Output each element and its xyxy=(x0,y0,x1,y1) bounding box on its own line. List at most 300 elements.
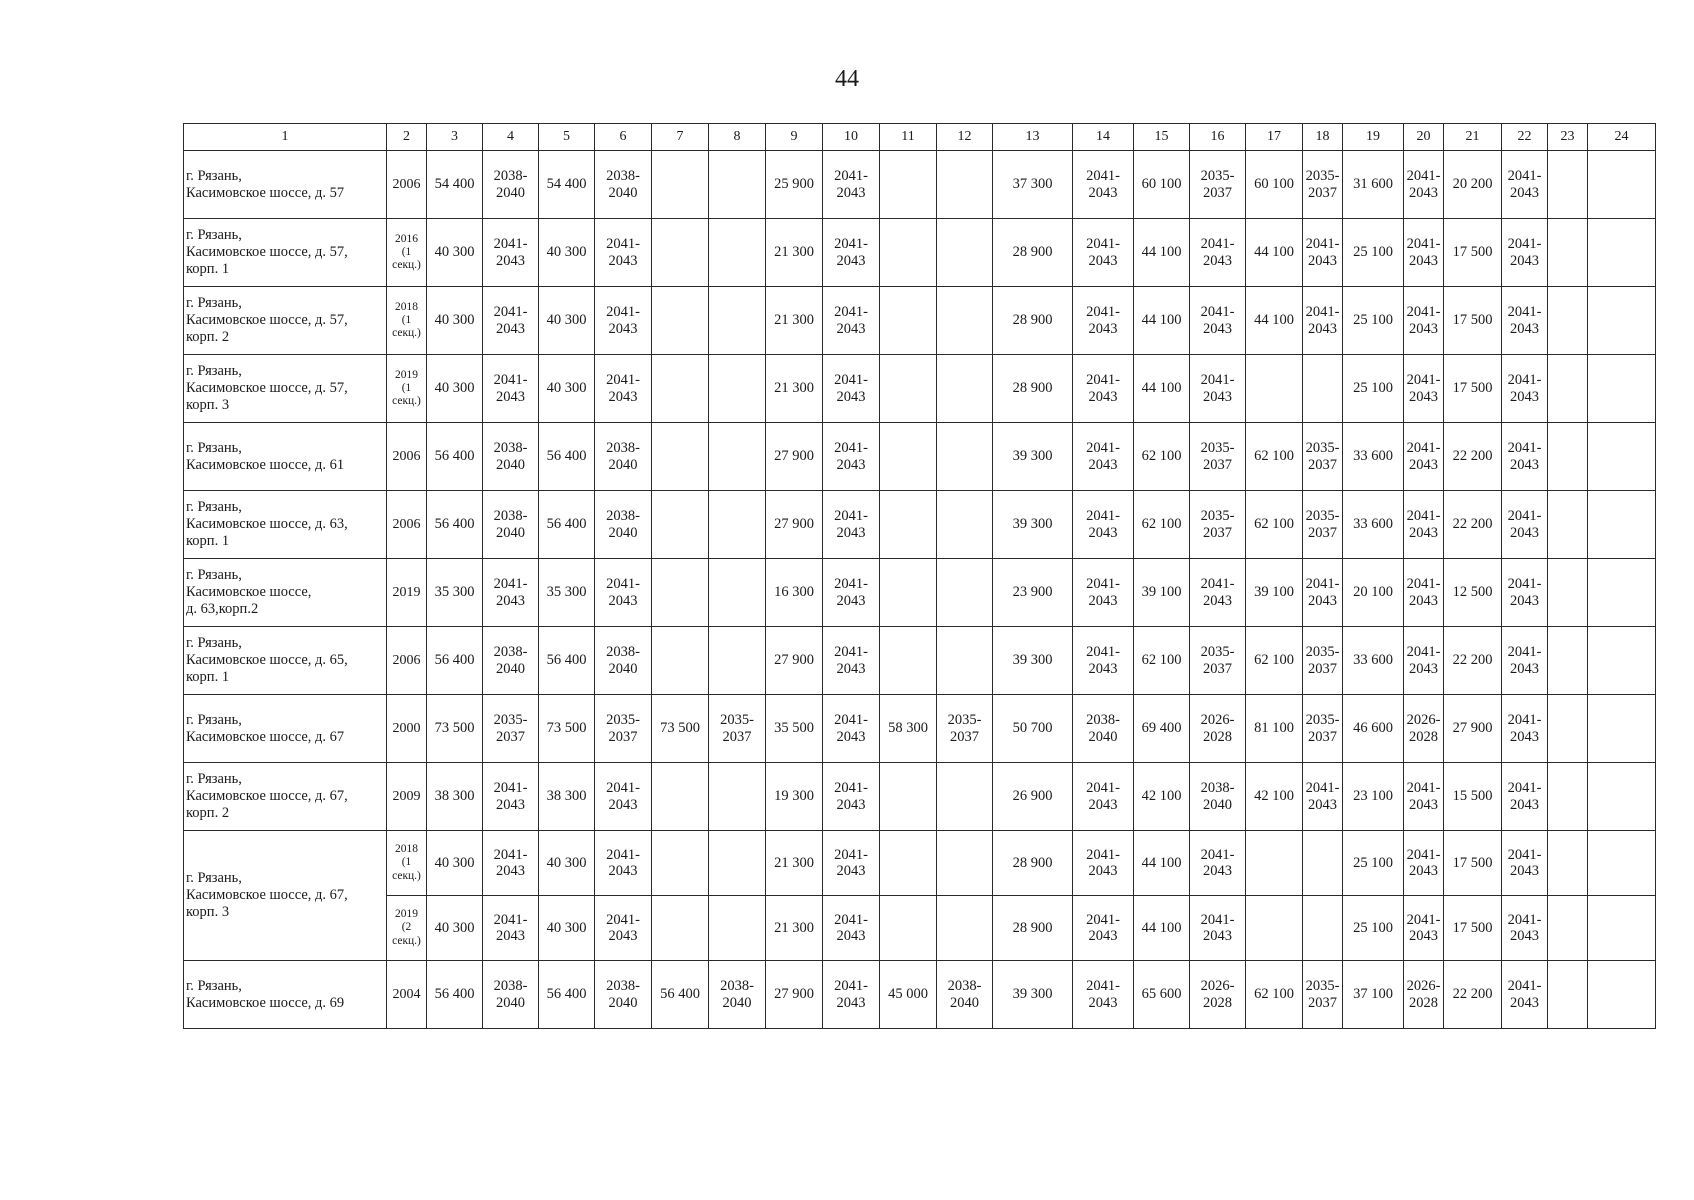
table-cell: 2041- 2043 xyxy=(1502,763,1548,831)
table-cell: 40 300 xyxy=(427,896,483,961)
address-cell: г. Рязань, Касимовское шоссе, д. 57, корп. 1 xyxy=(184,219,387,287)
table-cell: 60 100 xyxy=(1246,151,1303,219)
table-cell xyxy=(709,831,766,896)
column-header: 3 xyxy=(427,124,483,151)
table-cell xyxy=(937,219,993,287)
address-cell: г. Рязань, Касимовское шоссе, д. 57 xyxy=(184,151,387,219)
column-header: 10 xyxy=(823,124,880,151)
table-cell: 2038- 2040 xyxy=(709,961,766,1029)
table-cell: 45 000 xyxy=(880,961,937,1029)
column-header: 11 xyxy=(880,124,937,151)
table-cell: 2041- 2043 xyxy=(1502,491,1548,559)
table-cell: 2035- 2037 xyxy=(1190,491,1246,559)
column-header: 9 xyxy=(766,124,823,151)
data-table xyxy=(183,123,1656,1029)
table-cell: 17 500 xyxy=(1444,287,1502,355)
table-cell: 42 100 xyxy=(1134,763,1190,831)
table-cell: 44 100 xyxy=(1134,287,1190,355)
table-cell: 2038- 2040 xyxy=(483,151,539,219)
table-cell: 2035- 2037 xyxy=(1303,627,1343,695)
table-cell: 2041- 2043 xyxy=(1502,287,1548,355)
table-cell xyxy=(1588,559,1656,627)
table-row xyxy=(184,151,1656,219)
table-cell: 39 100 xyxy=(1134,559,1190,627)
table-cell xyxy=(652,355,709,423)
table-cell xyxy=(880,355,937,423)
table-row xyxy=(184,695,1656,763)
table-cell: 2038- 2040 xyxy=(595,961,652,1029)
table-cell xyxy=(709,151,766,219)
table-cell xyxy=(937,151,993,219)
table-cell: 2038- 2040 xyxy=(595,627,652,695)
table-cell: 22 200 xyxy=(1444,627,1502,695)
table-cell: 2041- 2043 xyxy=(595,559,652,627)
table-cell xyxy=(652,559,709,627)
table-cell: 15 500 xyxy=(1444,763,1502,831)
table-cell: 2041- 2043 xyxy=(823,831,880,896)
table-cell: 2041- 2043 xyxy=(823,151,880,219)
table-cell: 2038- 2040 xyxy=(483,423,539,491)
table-cell xyxy=(937,559,993,627)
table-cell: 2041- 2043 xyxy=(595,355,652,423)
table-cell: 2041- 2043 xyxy=(1502,627,1548,695)
table-row xyxy=(184,287,1656,355)
table-cell: 2041- 2043 xyxy=(1073,627,1134,695)
year-cell: 2006 xyxy=(387,151,427,219)
table-cell: 2026- 2028 xyxy=(1404,961,1444,1029)
table-cell: 16 300 xyxy=(766,559,823,627)
table-cell: 58 300 xyxy=(880,695,937,763)
table-cell xyxy=(1588,423,1656,491)
table-cell: 2038- 2040 xyxy=(483,491,539,559)
table-cell: 2041- 2043 xyxy=(1404,423,1444,491)
table-cell: 20 200 xyxy=(1444,151,1502,219)
table-cell: 2035- 2037 xyxy=(1303,695,1343,763)
table-cell: 2041- 2043 xyxy=(1404,355,1444,423)
table-cell: 2041- 2043 xyxy=(823,961,880,1029)
table-cell xyxy=(937,896,993,961)
table-cell: 2026- 2028 xyxy=(1190,961,1246,1029)
table-cell xyxy=(1548,896,1588,961)
table-cell: 39 300 xyxy=(993,961,1073,1029)
table-cell xyxy=(1588,219,1656,287)
table-cell xyxy=(880,559,937,627)
table-cell: 40 300 xyxy=(427,355,483,423)
table-cell: 65 600 xyxy=(1134,961,1190,1029)
table-cell: 2038- 2040 xyxy=(1190,763,1246,831)
table-cell: 2041- 2043 xyxy=(1073,961,1134,1029)
address-cell: г. Рязань, Касимовское шоссе, д. 63,корп.2 xyxy=(184,559,387,627)
table-row xyxy=(184,627,1656,695)
table-cell: 40 300 xyxy=(539,355,595,423)
table-cell: 2035- 2037 xyxy=(1303,423,1343,491)
table-cell: 25 100 xyxy=(1343,896,1404,961)
table-cell: 37 300 xyxy=(993,151,1073,219)
table-cell: 56 400 xyxy=(539,423,595,491)
table-cell: 81 100 xyxy=(1246,695,1303,763)
table-cell: 2035- 2037 xyxy=(1190,627,1246,695)
table-cell: 35 500 xyxy=(766,695,823,763)
table-cell: 2041- 2043 xyxy=(1190,559,1246,627)
table-cell xyxy=(1548,763,1588,831)
table-cell: 2041- 2043 xyxy=(483,763,539,831)
table-cell: 21 300 xyxy=(766,219,823,287)
table-cell: 54 400 xyxy=(427,151,483,219)
table-cell: 17 500 xyxy=(1444,355,1502,423)
table-cell xyxy=(937,831,993,896)
table-cell: 38 300 xyxy=(427,763,483,831)
table-cell: 40 300 xyxy=(539,219,595,287)
table-cell: 62 100 xyxy=(1246,491,1303,559)
table-cell xyxy=(880,219,937,287)
address-cell: г. Рязань, Касимовское шоссе, д. 67, корп. 3 xyxy=(184,831,387,961)
table-cell xyxy=(652,763,709,831)
table-cell: 37 100 xyxy=(1343,961,1404,1029)
table-cell: 62 100 xyxy=(1134,627,1190,695)
table-cell xyxy=(709,559,766,627)
column-header: 18 xyxy=(1303,124,1343,151)
table-cell: 2041- 2043 xyxy=(1404,559,1444,627)
table-cell: 62 100 xyxy=(1134,491,1190,559)
table-cell: 44 100 xyxy=(1134,896,1190,961)
table-cell xyxy=(1588,763,1656,831)
table-cell: 2041- 2043 xyxy=(1404,831,1444,896)
table-cell: 2041- 2043 xyxy=(1073,896,1134,961)
table-cell xyxy=(937,355,993,423)
column-header: 5 xyxy=(539,124,595,151)
table-cell xyxy=(880,831,937,896)
table-cell xyxy=(880,896,937,961)
table-cell xyxy=(709,491,766,559)
address-cell: г. Рязань, Касимовское шоссе, д. 65, корп. 1 xyxy=(184,627,387,695)
table-cell: 44 100 xyxy=(1246,287,1303,355)
table-cell: 2035- 2037 xyxy=(709,695,766,763)
table-cell: 25 100 xyxy=(1343,219,1404,287)
table-cell: 22 200 xyxy=(1444,961,1502,1029)
table-cell: 2041- 2043 xyxy=(595,831,652,896)
table-cell: 2041- 2043 xyxy=(483,896,539,961)
address-cell: г. Рязань, Касимовское шоссе, д. 57, корп. 2 xyxy=(184,287,387,355)
table-cell: 2041- 2043 xyxy=(1190,355,1246,423)
table-cell: 2026- 2028 xyxy=(1190,695,1246,763)
year-cell: 2018 (1 секц.) xyxy=(387,287,427,355)
table-cell: 25 100 xyxy=(1343,287,1404,355)
table-row xyxy=(184,831,1656,896)
table-cell xyxy=(709,355,766,423)
table-cell: 69 400 xyxy=(1134,695,1190,763)
column-header: 14 xyxy=(1073,124,1134,151)
table-cell: 2041- 2043 xyxy=(823,219,880,287)
table-cell xyxy=(1548,627,1588,695)
year-cell: 2016 (1 секц.) xyxy=(387,219,427,287)
table-cell: 2041- 2043 xyxy=(1303,763,1343,831)
table-cell: 23 100 xyxy=(1343,763,1404,831)
table-cell xyxy=(1588,151,1656,219)
table-cell: 2041- 2043 xyxy=(1073,423,1134,491)
table-cell xyxy=(652,831,709,896)
table-cell xyxy=(1303,355,1343,423)
year-cell: 2019 (2 секц.) xyxy=(387,896,427,961)
table-cell: 2041- 2043 xyxy=(1303,287,1343,355)
table-cell xyxy=(709,763,766,831)
table-cell: 2041- 2043 xyxy=(1502,831,1548,896)
table-cell: 2041- 2043 xyxy=(1303,559,1343,627)
table-cell: 62 100 xyxy=(1246,961,1303,1029)
year-cell: 2019 xyxy=(387,559,427,627)
table-cell: 2041- 2043 xyxy=(1073,559,1134,627)
table-cell: 26 900 xyxy=(993,763,1073,831)
table-cell xyxy=(709,896,766,961)
table-cell: 2035- 2037 xyxy=(1190,151,1246,219)
year-cell: 2000 xyxy=(387,695,427,763)
table-cell: 28 900 xyxy=(993,219,1073,287)
table-cell: 39 300 xyxy=(993,627,1073,695)
table-cell xyxy=(652,896,709,961)
table-cell xyxy=(1246,831,1303,896)
table-cell: 12 500 xyxy=(1444,559,1502,627)
table-cell: 44 100 xyxy=(1134,831,1190,896)
table-cell xyxy=(709,287,766,355)
column-header: 17 xyxy=(1246,124,1303,151)
table-cell: 2041- 2043 xyxy=(1404,491,1444,559)
table-row xyxy=(184,896,1656,961)
table-cell: 2041- 2043 xyxy=(483,831,539,896)
address-cell: г. Рязань, Касимовское шоссе, д. 69 xyxy=(184,961,387,1029)
table-cell: 28 900 xyxy=(993,355,1073,423)
table-cell xyxy=(880,287,937,355)
table-cell: 44 100 xyxy=(1134,355,1190,423)
table-cell: 2038- 2040 xyxy=(483,627,539,695)
table-cell: 2041- 2043 xyxy=(595,896,652,961)
table-cell: 28 900 xyxy=(993,287,1073,355)
table-row xyxy=(184,491,1656,559)
table-cell: 62 100 xyxy=(1134,423,1190,491)
table-cell xyxy=(1588,695,1656,763)
column-header: 21 xyxy=(1444,124,1502,151)
table-cell: 2041- 2043 xyxy=(1404,763,1444,831)
table-cell: 2035- 2037 xyxy=(483,695,539,763)
table-cell: 27 900 xyxy=(766,423,823,491)
table-cell xyxy=(1548,151,1588,219)
table-cell: 56 400 xyxy=(427,423,483,491)
address-cell: г. Рязань, Касимовское шоссе, д. 67 xyxy=(184,695,387,763)
table-cell: 2035- 2037 xyxy=(1190,423,1246,491)
table-cell: 2041- 2043 xyxy=(1502,423,1548,491)
table-cell: 2041- 2043 xyxy=(1303,219,1343,287)
table-cell: 22 200 xyxy=(1444,423,1502,491)
table-cell: 2041- 2043 xyxy=(1502,896,1548,961)
table-cell: 2026- 2028 xyxy=(1404,695,1444,763)
column-header: 6 xyxy=(595,124,652,151)
column-header: 2 xyxy=(387,124,427,151)
table-cell xyxy=(709,423,766,491)
column-header: 24 xyxy=(1588,124,1656,151)
table-cell xyxy=(709,219,766,287)
table-cell: 54 400 xyxy=(539,151,595,219)
table-cell xyxy=(880,491,937,559)
table-cell: 2041- 2043 xyxy=(1190,831,1246,896)
table-cell: 2041- 2043 xyxy=(595,219,652,287)
column-header: 20 xyxy=(1404,124,1444,151)
table-cell: 2041- 2043 xyxy=(823,695,880,763)
table-cell: 44 100 xyxy=(1246,219,1303,287)
table-cell: 2041- 2043 xyxy=(823,559,880,627)
table-cell: 73 500 xyxy=(539,695,595,763)
table-cell: 60 100 xyxy=(1134,151,1190,219)
table-cell: 56 400 xyxy=(652,961,709,1029)
table-cell xyxy=(1548,491,1588,559)
table-cell: 33 600 xyxy=(1343,627,1404,695)
table-cell xyxy=(1303,831,1343,896)
year-cell: 2006 xyxy=(387,491,427,559)
table-cell xyxy=(1303,896,1343,961)
table-cell: 2041- 2043 xyxy=(823,491,880,559)
table-cell: 25 100 xyxy=(1343,831,1404,896)
table-cell: 56 400 xyxy=(427,627,483,695)
table-cell: 2041- 2043 xyxy=(1073,763,1134,831)
table-cell: 23 900 xyxy=(993,559,1073,627)
table-cell: 2041- 2043 xyxy=(1073,355,1134,423)
table-cell: 2041- 2043 xyxy=(823,896,880,961)
year-cell: 2019 (1 секц.) xyxy=(387,355,427,423)
table-cell: 35 300 xyxy=(427,559,483,627)
address-cell: г. Рязань, Касимовское шоссе, д. 57, корп. 3 xyxy=(184,355,387,423)
table-cell: 2035- 2037 xyxy=(1303,491,1343,559)
table-cell: 62 100 xyxy=(1246,627,1303,695)
table-cell: 20 100 xyxy=(1343,559,1404,627)
table-cell xyxy=(1588,961,1656,1029)
table-cell: 21 300 xyxy=(766,287,823,355)
table-cell: 2038- 2040 xyxy=(595,491,652,559)
table-cell xyxy=(1588,355,1656,423)
table-row xyxy=(184,355,1656,423)
column-header: 15 xyxy=(1134,124,1190,151)
table-cell: 17 500 xyxy=(1444,896,1502,961)
year-cell: 2004 xyxy=(387,961,427,1029)
table-cell: 2041- 2043 xyxy=(1502,961,1548,1029)
table-cell: 38 300 xyxy=(539,763,595,831)
table-cell: 2041- 2043 xyxy=(1073,219,1134,287)
table-cell: 33 600 xyxy=(1343,423,1404,491)
table-cell: 2041- 2043 xyxy=(1404,627,1444,695)
table-cell: 2041- 2043 xyxy=(1502,559,1548,627)
table-cell xyxy=(1548,831,1588,896)
table-cell: 2041- 2043 xyxy=(1190,219,1246,287)
table-cell xyxy=(937,423,993,491)
table-cell: 21 300 xyxy=(766,831,823,896)
table-cell: 2041- 2043 xyxy=(1404,151,1444,219)
table-cell xyxy=(1588,287,1656,355)
table-cell: 2041- 2043 xyxy=(823,627,880,695)
table-cell: 2038- 2040 xyxy=(483,961,539,1029)
table-row xyxy=(184,559,1656,627)
table-cell: 2041- 2043 xyxy=(1404,219,1444,287)
table-cell xyxy=(652,219,709,287)
table-cell: 2041- 2043 xyxy=(1502,695,1548,763)
table-cell: 40 300 xyxy=(539,831,595,896)
table-cell: 2041- 2043 xyxy=(483,559,539,627)
table-cell: 28 900 xyxy=(993,831,1073,896)
table-cell xyxy=(937,287,993,355)
table-cell: 2041- 2043 xyxy=(1404,287,1444,355)
table-cell xyxy=(652,423,709,491)
table-cell: 19 300 xyxy=(766,763,823,831)
table-cell: 17 500 xyxy=(1444,831,1502,896)
table-cell: 2041- 2043 xyxy=(1073,151,1134,219)
page-number: 44 xyxy=(835,66,859,92)
table-cell: 2041- 2043 xyxy=(1073,287,1134,355)
table-cell xyxy=(1548,695,1588,763)
table-cell xyxy=(652,151,709,219)
table-cell: 2035- 2037 xyxy=(1303,151,1343,219)
table-cell xyxy=(1548,423,1588,491)
table-cell: 22 200 xyxy=(1444,491,1502,559)
table-cell xyxy=(880,151,937,219)
table-cell: 40 300 xyxy=(427,287,483,355)
table-cell: 35 300 xyxy=(539,559,595,627)
table-cell: 33 600 xyxy=(1343,491,1404,559)
table-cell: 56 400 xyxy=(539,627,595,695)
table-cell: 40 300 xyxy=(427,831,483,896)
table-row xyxy=(184,763,1656,831)
table-cell: 56 400 xyxy=(539,491,595,559)
table-cell xyxy=(1548,559,1588,627)
column-header: 7 xyxy=(652,124,709,151)
column-header: 13 xyxy=(993,124,1073,151)
column-header: 12 xyxy=(937,124,993,151)
table-cell: 56 400 xyxy=(427,491,483,559)
table-cell: 2041- 2043 xyxy=(483,287,539,355)
table-cell: 56 400 xyxy=(427,961,483,1029)
column-header: 16 xyxy=(1190,124,1246,151)
table-cell: 25 100 xyxy=(1343,355,1404,423)
table-cell: 2041- 2043 xyxy=(1502,219,1548,287)
year-cell: 2006 xyxy=(387,627,427,695)
table-cell xyxy=(880,763,937,831)
table-cell xyxy=(1548,287,1588,355)
address-cell: г. Рязань, Касимовское шоссе, д. 63, корп. 1 xyxy=(184,491,387,559)
table-cell xyxy=(1588,491,1656,559)
table-row xyxy=(184,423,1656,491)
year-cell: 2006 xyxy=(387,423,427,491)
column-header: 1 xyxy=(184,124,387,151)
year-cell: 2018 (1 секц.) xyxy=(387,831,427,896)
table-cell xyxy=(709,627,766,695)
table-cell xyxy=(1588,831,1656,896)
table-cell: 2041- 2043 xyxy=(1404,896,1444,961)
table-cell: 21 300 xyxy=(766,896,823,961)
table-row xyxy=(184,961,1656,1029)
table-cell: 31 600 xyxy=(1343,151,1404,219)
table-cell xyxy=(1548,961,1588,1029)
table-cell: 40 300 xyxy=(427,219,483,287)
address-cell: г. Рязань, Касимовское шоссе, д. 67, корп. 2 xyxy=(184,763,387,831)
table-cell: 2041- 2043 xyxy=(483,219,539,287)
table-cell xyxy=(937,763,993,831)
address-cell: г. Рязань, Касимовское шоссе, д. 61 xyxy=(184,423,387,491)
table-cell: 2041- 2043 xyxy=(823,287,880,355)
column-header: 4 xyxy=(483,124,539,151)
table-cell: 27 900 xyxy=(766,961,823,1029)
table-cell: 56 400 xyxy=(539,961,595,1029)
table-cell: 2038- 2040 xyxy=(595,423,652,491)
table-cell xyxy=(1588,896,1656,961)
table-cell: 2038- 2040 xyxy=(937,961,993,1029)
table-cell: 42 100 xyxy=(1246,763,1303,831)
table-cell: 2041- 2043 xyxy=(1073,491,1134,559)
table-cell xyxy=(1246,355,1303,423)
table-cell xyxy=(937,491,993,559)
